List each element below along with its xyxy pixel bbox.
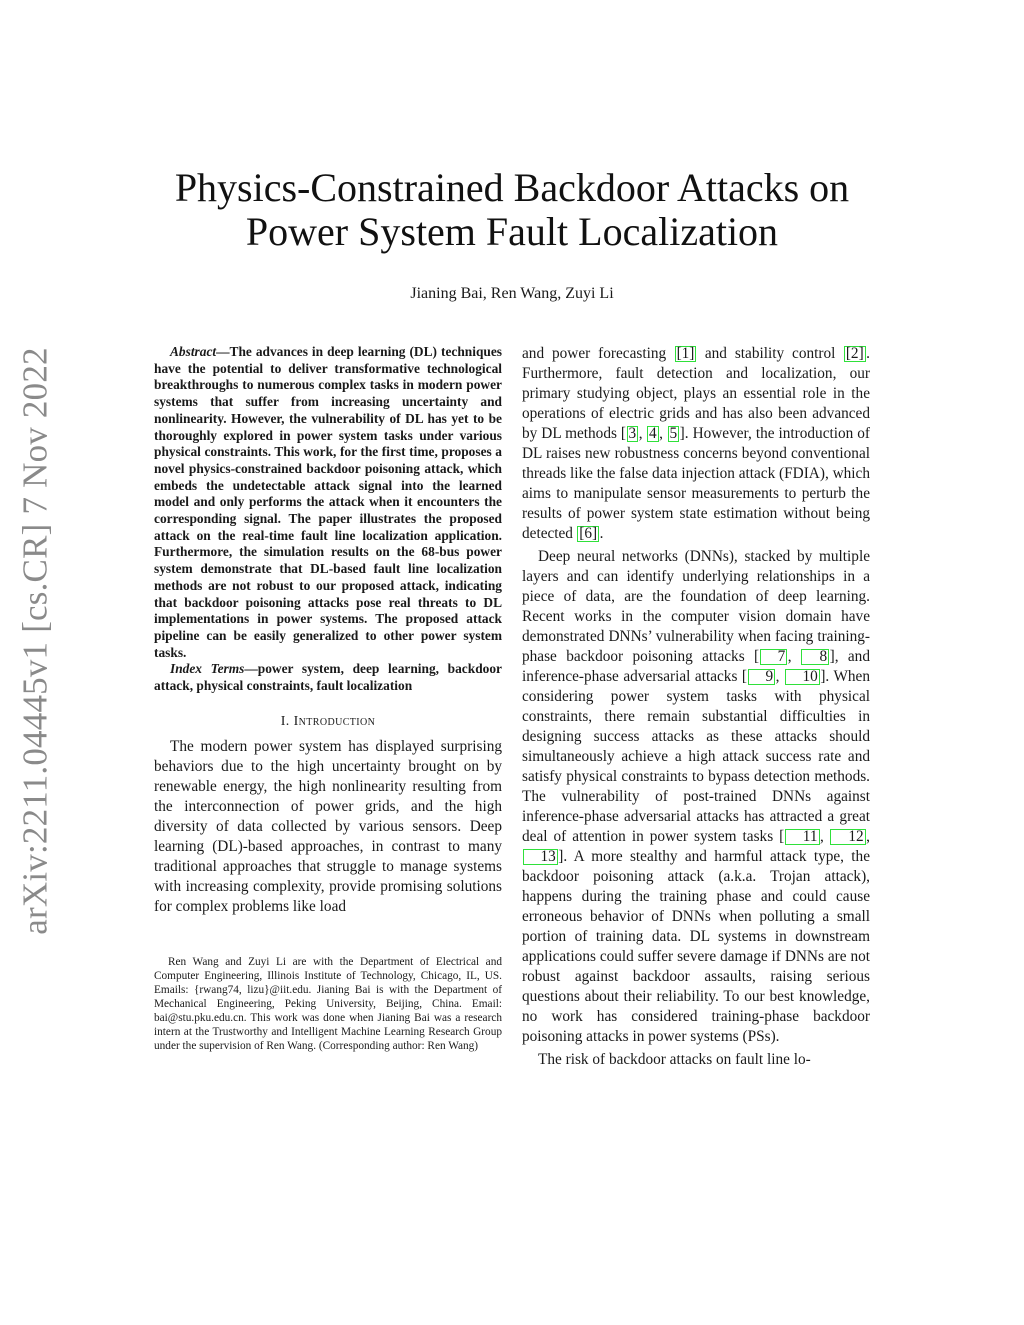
section-title: Introduction xyxy=(293,713,376,729)
text-span: ]. However, the introduction of DL raises new robustness concerns beyond conventional threads like the false data injection attack (FDIA), which aims to manipulate sensor measurements to perturb the results of power system state estimation without being detected xyxy=(522,425,871,542)
author-list: Jianing Bai, Ren Wang, Zuyi Li xyxy=(410,285,614,302)
arxiv-identifier-stamp xyxy=(8,346,64,935)
text-span: Deep neural networks (DNNs), stacked by multiple layers and can identify underlying relationships in a piece of data, are the foundation of deep learning. Recent works in the computer vision domain have demonstrated DNNs’ vulnerability when facing training-phase backdoor poisoning attacks [ xyxy=(522,548,870,665)
citation-link[interactable]: 13 xyxy=(523,849,558,865)
citation-link[interactable]: [2] xyxy=(845,345,864,362)
section-heading-introduction xyxy=(154,713,502,731)
title-line-2: Power System Fault Localization xyxy=(245,209,779,254)
text-span: . Furthermore, fault detection and localization, our primary studying object, plays an essential role in the operations of electric grids and has also been advanced by DL methods [ xyxy=(522,345,870,442)
citation-link[interactable]: [6] xyxy=(579,525,598,542)
text-span: , xyxy=(775,668,785,685)
left-column xyxy=(154,344,502,917)
citation-link[interactable]: 12 xyxy=(830,829,865,845)
text-span: . xyxy=(599,525,604,542)
abstract xyxy=(154,344,502,661)
intro-paragraph-continued xyxy=(522,344,870,544)
citation-link[interactable]: 3 xyxy=(628,425,637,442)
citation-link[interactable]: 8 xyxy=(801,649,829,665)
citation-link[interactable]: [1] xyxy=(676,345,695,362)
intro-paragraph-2 xyxy=(522,547,870,1047)
paper-title xyxy=(100,166,924,254)
abstract-text: —The advances in deep learning (DL) techniques have the potential to deliver transformative technological breakthroughs to numerous complex tasks in modern power systems that suffer from increasing uncertainty and nonlinearity. However, the vulnerability of DL has yet to be thoroughly explored in power system tasks under various physical constraints. This work, for the first time, proposes a novel physics-constrained backdoor poisoning attack, which embeds the undetectable attack signal into the learned model and only performs the attack when it encounters the corresponding signal. The paper illustrates the proposed attack on the real-time fault line localization application. Furthermore, the simulation results on the 68-bus power system demonstrate that DL-based fault line localization methods are not robust to our proposed attack, indicating that backdoor poisoning attacks pose real threats to DL implementations in power systems. The proposed attack pipeline can be easily generalized to other power system tasks. xyxy=(154,344,502,660)
text-span: ], and inference-phase adversarial attacks [ xyxy=(522,648,870,685)
text-span: , xyxy=(820,828,830,845)
section-number: I. xyxy=(280,713,294,729)
text-span: ]. When considering power system tasks with physical constraints, there remain substantial difficulties in designing success attacks as these attacks should simultaneously achieve a high attack success rate and satisfy physical constraints to bypass detection methods. The vulnerability of post-trained DNNs against inference-phase adversarial attacks has attracted a great deal of attention in power system tasks [ xyxy=(522,668,870,845)
text-span: , xyxy=(866,828,870,845)
text-span: , xyxy=(787,648,801,665)
citation-link[interactable]: 11 xyxy=(785,829,820,845)
text-span: , xyxy=(659,425,667,442)
title-line-1: Physics-Constrained Backdoor Attacks on xyxy=(174,165,850,210)
abstract-label: Abstract xyxy=(170,344,217,359)
index-terms xyxy=(154,661,502,694)
author-affiliation-footnote: Ren Wang and Zuyi Li are with the Department of Electrical and Computer Engineering, Illinois Institute of Technology, Chicago, IL, US. Emails: {rwang74, lizu}@iit.edu. Jianing Bai is with the Department of Mechanical Engineering, Peking University, Beijing, China. Email: bai@stu.pku.edu.cn. This work was done when Jianing Bai was a research intern at the Trustworthy and Intelligent Machine Learning Research Group under the supervision of Ren Wang. (Corresponding author: Ren Wang) xyxy=(154,956,502,1052)
citation-link[interactable]: 7 xyxy=(760,649,788,665)
citation-link[interactable]: 10 xyxy=(785,669,820,685)
citation-link[interactable]: 5 xyxy=(669,425,678,442)
citation-link[interactable]: 4 xyxy=(649,425,657,442)
text-span: , xyxy=(638,425,647,442)
index-terms-text: —power system, deep learning, backdoor attack, physical constraints, fault localization xyxy=(154,661,502,694)
index-terms-label: Index Terms xyxy=(170,661,245,677)
text-span: ]. A more stealthy and harmful attack type, the backdoor poisoning attack (a.k.a. Trojan attack), happens during the training phase and could cause erroneous behavior of DNNs when polluting a small portion of training data. DL systems in downstream applications could suffer severe damage if DNNs are not robust against backdoor assaults, raising serious questions about their reliability. To our best knowledge, no work has considered training-phase backdoor poisoning attacks in power systems (PSs). xyxy=(522,848,870,1045)
arxiv-identifier-text: arXiv:2211.04445v1 [cs.CR] 7 Nov 2022 xyxy=(16,346,56,935)
text-span: and stability control xyxy=(696,345,844,362)
text-span: and power forecasting xyxy=(522,345,675,362)
intro-paragraph-1: The modern power system has displayed surprising behaviors due to the high uncertainty brought on by renewable energy, the high nonlinearity resulting from the interconnection of power grids, and the high diversity of data collected by various sensors. Deep learning (DL)-based approaches, in contrast to many traditional approaches that struggle to manage systems with increasing complexity, provide promising solutions for complex problems like load xyxy=(154,737,502,915)
intro-paragraph-3: The risk of backdoor attacks on fault line lo- xyxy=(538,1051,811,1068)
citation-link[interactable]: 9 xyxy=(748,669,776,685)
right-column xyxy=(522,344,870,1073)
